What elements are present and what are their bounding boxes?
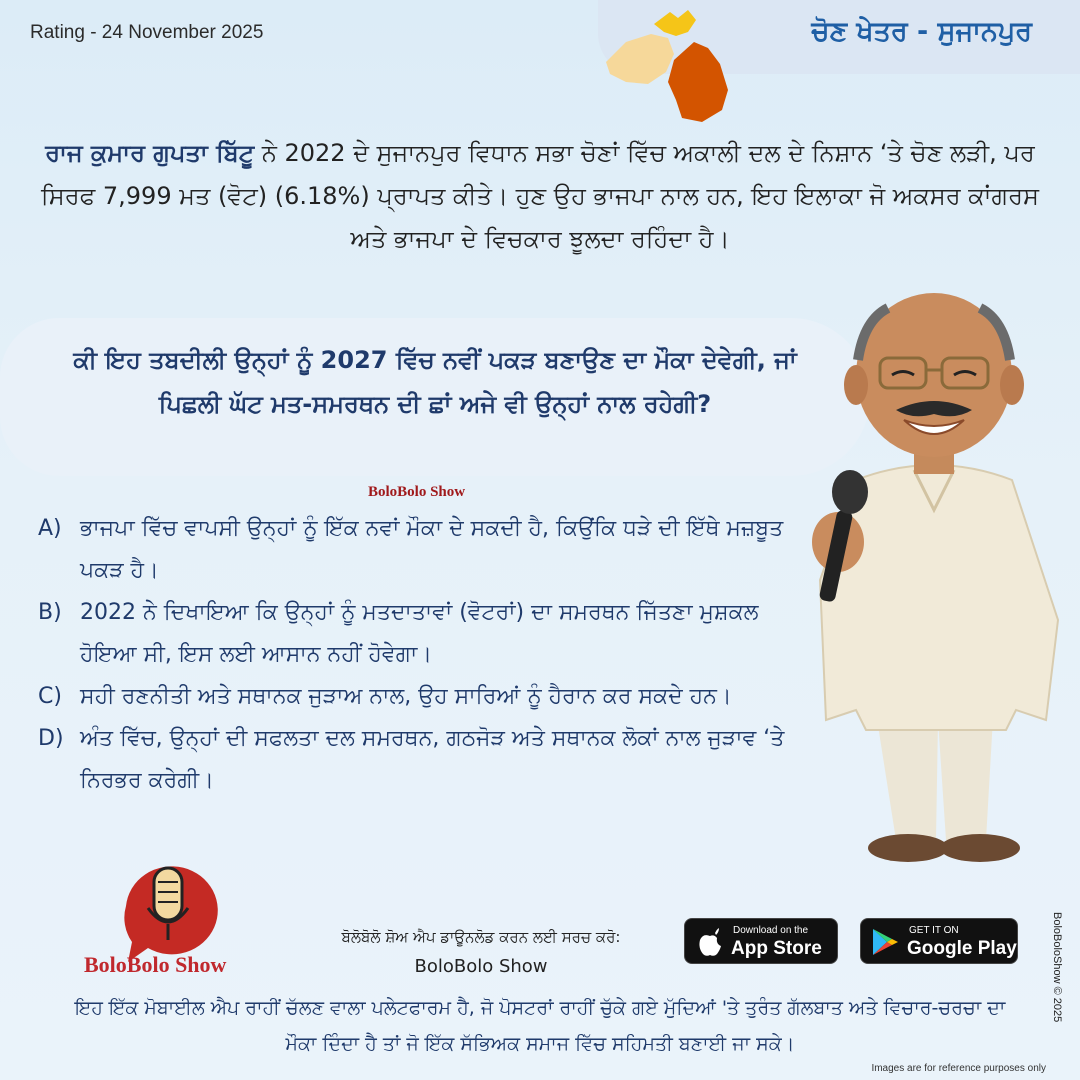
rating-date: Rating - 24 November 2025 <box>30 22 264 43</box>
option-letter: B) <box>38 600 62 625</box>
watermark: BoloBolo Show <box>368 484 466 500</box>
app-store-big-text: App Store <box>731 938 822 959</box>
options-list <box>38 508 808 802</box>
download-prompt-text: ਬੋਲੋਬੋਲੋ ਸ਼ੋਅ ਐਪ ਡਾਊਨਲੋਡ ਕਰਨ ਲਈ ਸਰਚ ਕਰੋ: <box>341 928 621 946</box>
footer-description: ਇਹ ਇੱਕ ਮੋਬਾਈਲ ਐਪ ਰਾਹੀਂ ਚੱਲਣ ਵਾਲਾ ਪਲੇਟਫਾਰਮ ਹੈ, ਜੋ ਪੋਸਟਰਾਂ ਰਾਹੀਂ ਚੁੱਕੇ ਗਏ ਮੁੱਦਿਆਂ 'ਤੇ ਤੁਰੰਤ ਗੱਲਬਾਤ ਅਤੇ ਵਿਚਾਰ-ਚਰਚਾ ਦਾ ਮੌਕਾ ਦਿੰਦਾ ਹੈ ਤਾਂ ਜੋ ਇੱਕ ਸੱਭਿਅਕ ਸਮਾਜ ਵਿੱਚ ਸਹਿਮਤੀ ਬਣਾਈ ਜਾ ਸਕੇ। <box>74 997 1006 1055</box>
download-brand: BoloBolo Show <box>414 956 548 977</box>
option-letter: A) <box>38 516 62 541</box>
option-d[interactable] <box>38 718 808 802</box>
option-text: ਭਾਜਪਾ ਵਿੱਚ ਵਾਪਸੀ ਉਨ੍ਹਾਂ ਨੂੰ ਇੱਕ ਨਵਾਂ ਮੌਕਾ ਦੇ ਸਕਦੀ ਹੈ, ਕਿਉਂਕਿ ਧੜੇ ਦੀ ਇੱਥੇ ਮਜ਼ਬੂਤ ਪਕੜ ਹੈ। <box>80 516 784 583</box>
option-c[interactable] <box>38 676 808 718</box>
option-a[interactable] <box>38 508 808 592</box>
download-prompt <box>300 922 662 982</box>
option-letter: C) <box>38 684 62 709</box>
intro-paragraph <box>40 132 1040 261</box>
politician-illustration <box>796 280 1072 880</box>
option-b[interactable] <box>38 592 808 676</box>
disclaimer: Images are for reference purposes only <box>871 1063 1046 1074</box>
constituency-title: ਚੋਣ ਖੇਤਰ - ਸੁਜਾਨਪੁਰ <box>811 16 1032 47</box>
punjab-map-icon <box>596 2 746 127</box>
option-text: ਅੰਤ ਵਿੱਚ, ਉਨ੍ਹਾਂ ਦੀ ਸਫਲਤਾ ਦਲ ਸਮਰਥਨ, ਗਠਜੋੜ ਅਤੇ ਸਥਾਨਕ ਲੋਕਾਂ ਨਾਲ ਜੁੜਾਵ ‘ਤੇ ਨਿਰਭਰ ਕਰੇਗੀ। <box>80 726 785 793</box>
intro-text: ਨੇ 2022 ਦੇ ਸੁਜਾਨਪੁਰ ਵਿਧਾਨ ਸਭਾ ਚੋਣਾਂ ਵਿੱਚ ਅਕਾਲੀ ਦਲ ਦੇ ਨਿਸ਼ਾਨ ‘ਤੇ ਚੋਣ ਲੜੀ, ਪਰ ਸਿਰਫ 7,999 ਮਤ (ਵੋਟ) (6.18%) ਪ੍ਰਾਪਤ ਕੀਤੇ। ਹੁਣ ਉਹ ਭਾਜਪਾ ਨਾਲ ਹਨ, ਇਹ ਇਲਾਕਾ ਜੋ ਅਕਸਰ ਕਾਂਗਰਸ ਅਤੇ ਭਾਜਪਾ ਦੇ ਵਿਚਕਾਰ ਝੂਲਦਾ ਰਹਿੰਦਾ ਹੈ। <box>40 139 1039 253</box>
google-play-button[interactable] <box>860 918 1018 964</box>
option-text: 2022 ਨੇ ਦਿਖਾਇਆ ਕਿ ਉਨ੍ਹਾਂ ਨੂੰ ਮਤਦਾਤਾਵਾਂ (ਵੋਟਰਾਂ) ਦਾ ਸਮਰਥਨ ਜਿੱਤਣਾ ਮੁਸ਼ਕਲ ਹੋਇਆ ਸੀ, ਇਸ ਲਈ ਆਸਾਨ ਨਹੀਂ ਹੋਵੇਗਾ। <box>80 600 759 667</box>
copyright: BoloBoloShow © 2025 <box>1051 912 1063 1023</box>
apple-icon <box>697 927 723 957</box>
question-text: ਕੀ ਇਹ ਤਬਦੀਲੀ ਉਨ੍ਹਾਂ ਨੂੰ 2027 ਵਿੱਚ ਨਵੀਂ ਪਕੜ ਬਣਾਉਣ ਦਾ ਮੌਕਾ ਦੇਵੇਗੀ, ਜਾਂ ਪਿਛਲੀ ਘੱਟ ਮਤ-ਸਮਰਥਨ ਦੀ ਛਾਂ ਅਜੇ ਵੀ ਉਨ੍ਹਾਂ ਨਾਲ ਰਹੇਗੀ? <box>73 346 797 418</box>
app-store-button[interactable] <box>684 918 838 964</box>
google-play-big-text: Google Play <box>907 938 1017 959</box>
google-play-icon <box>871 927 899 957</box>
candidate-name: ਰਾਜ ਕੁਮਾਰ ਗੁਪਤਾ ਬਿੱਟੂ <box>45 139 255 167</box>
google-play-small-text: GET IT ON <box>909 925 959 936</box>
app-store-small-text: Download on the <box>733 925 809 936</box>
logo-text: BoloBolo Show <box>84 952 227 977</box>
option-letter: D) <box>38 726 64 751</box>
option-text: ਸਹੀ ਰਣਨੀਤੀ ਅਤੇ ਸਥਾਨਕ ਜੁੜਾਅ ਨਾਲ, ਉਹ ਸਾਰਿਆਂ ਨੂੰ ਹੈਰਾਨ ਕਰ ਸਕਦੇ ਹਨ। <box>80 684 732 709</box>
